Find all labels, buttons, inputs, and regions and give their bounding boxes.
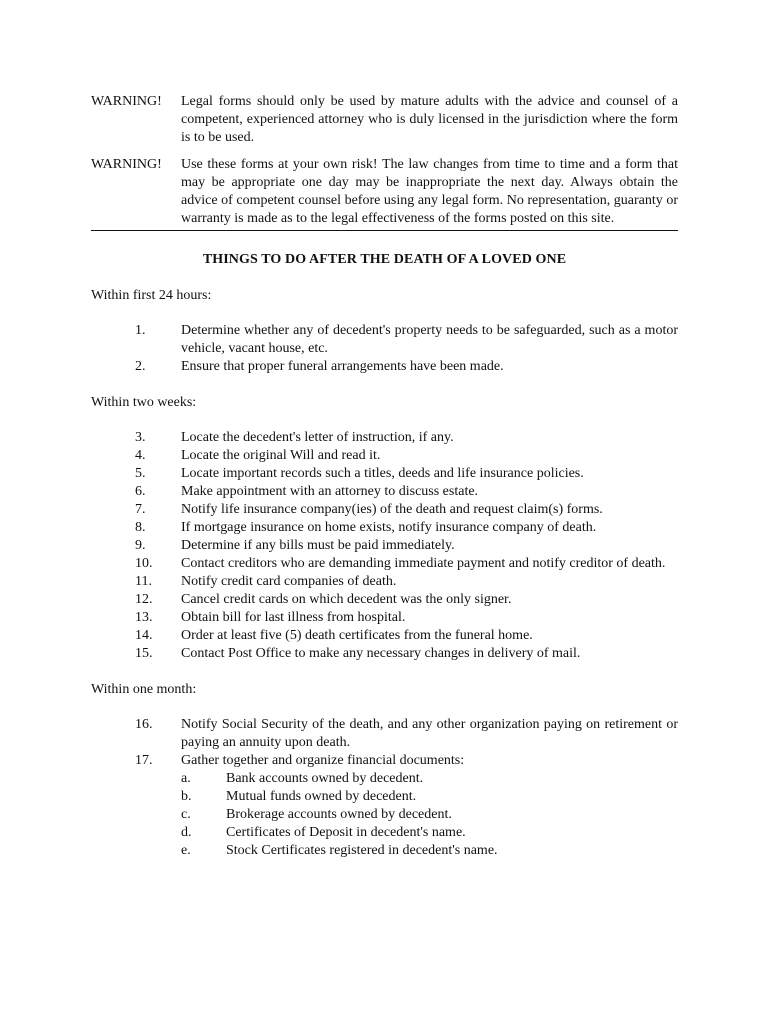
section-heading: Within one month:	[91, 682, 197, 697]
checklist-item	[91, 752, 678, 860]
checklist-item	[91, 465, 678, 483]
item-number: 6.	[135, 484, 146, 499]
checklist	[91, 429, 678, 663]
item-number: 17.	[135, 753, 153, 768]
item-text-lead: Gather together and organize financial documents:	[181, 753, 465, 768]
item-text: Locate the decedent's letter of instruction, if any.	[181, 430, 454, 445]
document-page	[91, 93, 678, 860]
item-text: Locate the original Will and read it.	[181, 448, 381, 463]
sub-item-letter: d.	[181, 825, 192, 840]
item-text: Ensure that proper funeral arrangements have been made.	[181, 359, 504, 374]
item-number: 5.	[135, 466, 146, 481]
item-text: Contact creditors who are demanding immediate payment and notify creditor of death.	[181, 556, 666, 571]
sub-item-letter: e.	[181, 843, 191, 858]
sub-item-letter: c.	[181, 807, 191, 822]
item-number: 15.	[135, 646, 153, 661]
sub-item	[181, 770, 678, 788]
item-number: 10.	[135, 556, 153, 571]
sub-item-text: Bank accounts owned by decedent.	[226, 771, 424, 786]
section-heading: Within two weeks:	[91, 395, 197, 410]
checklist-item	[91, 627, 678, 645]
horizontal-rule	[91, 230, 678, 231]
sub-item	[181, 824, 678, 842]
checklist-item	[91, 591, 678, 609]
item-number: 14.	[135, 628, 153, 643]
item-number: 13.	[135, 610, 153, 625]
warning-text: Use these forms at your own risk! The law changes from time to time and a form that may be appropriate one day may be inappropriate the next day. Always obtain the advice of competent counsel before using any legal form. No representation, guaranty or warranty is made as to the legal effectiveness of the forms posted on this site.	[181, 157, 678, 226]
item-text: If mortgage insurance on home exists, notify insurance company of death.	[181, 520, 597, 535]
item-text	[181, 752, 678, 860]
item-number: 11.	[135, 574, 152, 589]
item-number: 12.	[135, 592, 153, 607]
item-number: 7.	[135, 502, 146, 517]
checklist	[91, 716, 678, 860]
item-text: Obtain bill for last illness from hospital.	[181, 610, 406, 625]
warning-block	[91, 93, 678, 147]
item-text: Cancel credit cards on which decedent was the only signer.	[181, 592, 512, 607]
item-text: Make appointment with an attorney to discuss estate.	[181, 484, 479, 499]
item-number: 9.	[135, 538, 146, 553]
checklist-item	[91, 519, 678, 537]
item-text: Notify life insurance company(ies) of the death and request claim(s) forms.	[181, 502, 603, 517]
checklist-item	[91, 429, 678, 447]
warning-block	[91, 156, 678, 228]
checklist-item	[91, 483, 678, 501]
warning-text: Legal forms should only be used by mature adults with the advice and counsel of a competent, experienced attorney who is duly licensed in the jurisdiction where the form is to be used.	[181, 94, 678, 145]
item-text: Notify Social Security of the death, and any other organization paying on retirement or paying an annuity upon death.	[181, 717, 678, 750]
sub-item-text: Certificates of Deposit in decedent's name.	[226, 825, 466, 840]
item-number: 1.	[135, 323, 146, 338]
sub-item-letter: b.	[181, 789, 192, 804]
section-heading: Within first 24 hours:	[91, 288, 212, 303]
item-number: 4.	[135, 448, 146, 463]
item-text: Contact Post Office to make any necessary changes in delivery of mail.	[181, 646, 581, 661]
sub-item-letter: a.	[181, 771, 191, 786]
checklist-item	[91, 537, 678, 555]
warning-label: WARNING!	[91, 157, 162, 172]
checklist-item	[91, 609, 678, 627]
checklist-item	[91, 447, 678, 465]
item-number: 8.	[135, 520, 146, 535]
warning-label: WARNING!	[91, 94, 162, 109]
checklist-item	[91, 322, 678, 358]
item-number: 3.	[135, 430, 146, 445]
checklist-item	[91, 501, 678, 519]
checklist-item	[91, 645, 678, 663]
sub-item	[181, 842, 678, 860]
item-text: Order at least five (5) death certificates from the funeral home.	[181, 628, 533, 643]
item-text: Determine whether any of decedent's property needs to be safeguarded, such as a motor vehicle, vacant house, etc.	[181, 323, 678, 356]
sub-item-text: Stock Certificates registered in decedent's name.	[226, 843, 498, 858]
item-number: 16.	[135, 717, 153, 732]
item-number: 2.	[135, 359, 146, 374]
checklist-item	[91, 358, 678, 376]
checklist-item	[91, 555, 678, 573]
item-text: Determine if any bills must be paid immediately.	[181, 538, 455, 553]
checklist-item	[91, 573, 678, 591]
item-text: Locate important records such a titles, deeds and life insurance policies.	[181, 466, 584, 481]
document-title: THINGS TO DO AFTER THE DEATH OF A LOVED ONE	[202, 252, 567, 267]
sub-item-text: Mutual funds owned by decedent.	[226, 789, 417, 804]
sub-item	[181, 806, 678, 824]
checklist-item	[91, 716, 678, 752]
sub-item	[181, 788, 678, 806]
checklist	[91, 322, 678, 376]
sub-item-text: Brokerage accounts owned by decedent.	[226, 807, 452, 822]
item-text: Notify credit card companies of death.	[181, 574, 397, 589]
